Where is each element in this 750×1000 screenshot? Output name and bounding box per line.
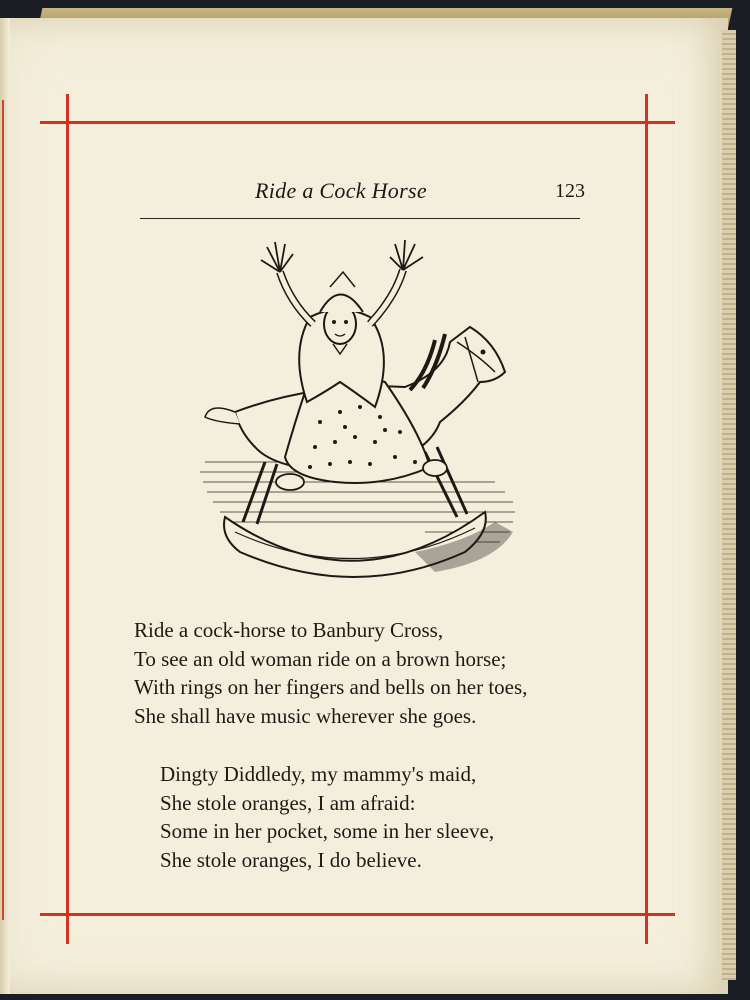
page-number: 123 [555, 180, 585, 202]
border-rule-left [66, 94, 69, 944]
running-title: Ride a Cock Horse [255, 178, 427, 203]
verse-line: To see an old woman ride on a brown horse; [134, 646, 507, 671]
verse-line: Some in her pocket, some in her sleeve, [160, 819, 495, 843]
page-fore-edge [722, 30, 736, 980]
border-rule-bottom [40, 913, 675, 916]
verse-line: She stole oranges, I am afraid: [160, 790, 416, 815]
verse-line: She stole oranges, I do believe. [160, 847, 422, 872]
stanza-1 [134, 616, 527, 730]
border-rule-top [40, 121, 675, 124]
verse-line: Ride a cock-horse to Banbury Cross, [134, 618, 444, 642]
rocking-horse-illustration [195, 232, 525, 592]
border-rule-right [645, 94, 648, 944]
verse-line: She shall have music wherever she goes. [134, 703, 477, 728]
verse-line: With rings on her fingers and bells on her toes, [134, 675, 528, 699]
verse-line: Dingty Diddledy, my mammy's maid, [160, 762, 477, 786]
facing-page-border [2, 100, 4, 920]
header-rule [140, 218, 580, 219]
stanza-2 [160, 760, 494, 874]
